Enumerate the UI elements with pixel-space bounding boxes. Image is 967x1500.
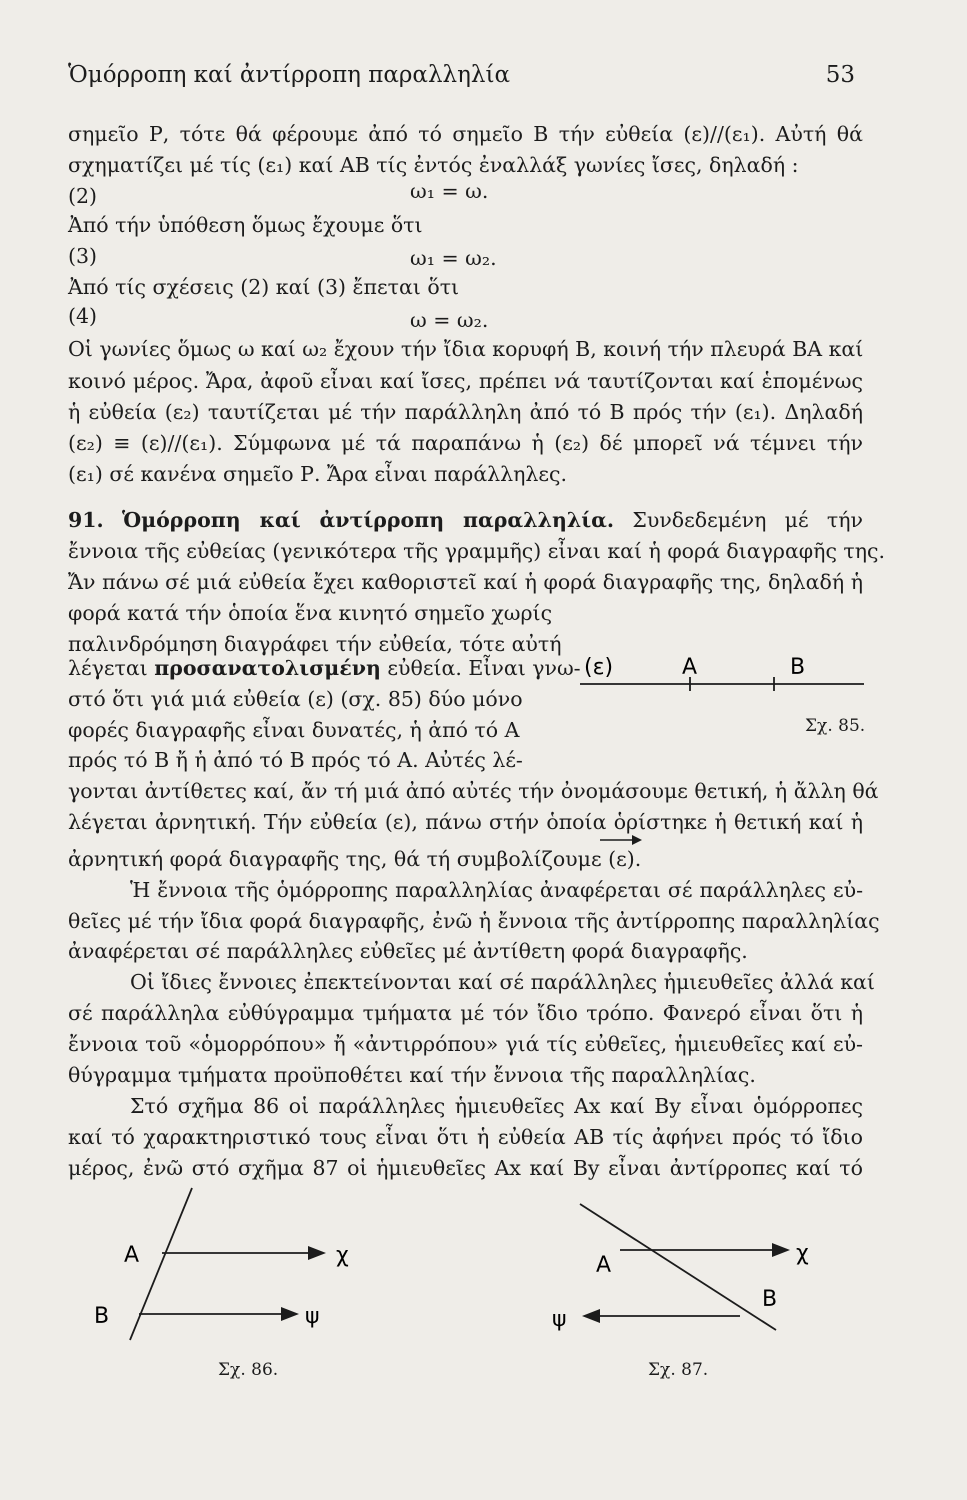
vector-arrow-icon [598,833,644,847]
term-oriented: προσανατολισμένη [154,656,381,680]
running-header [68,62,855,96]
text-line: ἀρνητική φορά διαγραφῆς της, θά τή συμβολίζουμε (ε). [68,847,642,871]
arrow-right-icon [281,1307,299,1321]
arrow-right-icon [308,1246,326,1260]
transversal-ab [130,1188,192,1340]
text-line: θεῖες μέ τήν ἴδια φορά διαγραφῆς, ἐνῶ ἡ ἔννοια τῆς ἀντίρροπης παραλληλίας [68,909,880,933]
label-ray-x: χ [796,1241,809,1266]
section-number: 91. [68,508,104,532]
text-line: καί τό χαρακτηριστικό τους εἶναι ὅτι ἡ εὐθεία ΑΒ τίς ἀφήνει πρός τό ἴδιο [68,1125,863,1149]
text-line: παλινδρόμηση διαγράφει τήν εὐθεία, τότε αὐτή [68,632,562,656]
label-ray-y: ψ [305,1304,320,1329]
section-heading: Ὁμόρροπη καί ἀντίρροπη παραλληλία. [121,508,615,532]
label-point-b: Β [790,655,806,680]
label-point-b: Β [762,1287,778,1312]
label-point-a: Α [682,655,698,680]
text-line: Στό σχῆμα 86 οἱ παράλληλες ἡμιευθεῖες Ax καί By εἶναι ὁμόρροπες [130,1094,863,1118]
text-fragment: εὐθεία. Εἶναι γνω- [380,656,581,680]
text-line: ἀναφέρεται σέ παράλληλες εὐθεῖες μέ ἀντίθετη φορά διαγραφῆς. [68,939,748,963]
arrow-left-icon [582,1309,600,1323]
equation-number: (3) [68,244,98,268]
caption-fig86: Σχ. 86. [218,1360,279,1380]
label-point-a: Α [596,1253,612,1278]
label-point-b: Β [94,1304,110,1329]
text-line: μέρος, ἐνῶ στό σχῆμα 87 οἱ ἡμιευθεῖες Ax καί By εἶναι ἀντίρροπες καί τό [68,1156,863,1180]
text-line: (ε₂) ≡ (ε)//(ε₁). Σύμφωνα μέ τά παραπάνω ἡ (ε₂) δέ μπορεῖ νά τέμνει τήν [68,431,863,455]
equation: ω = ω₂. [410,308,489,332]
caption-fig87: Σχ. 87. [648,1360,709,1380]
text-line: Ἀπό τήν ὑπόθεση ὅμως ἔχουμε ὅτι [68,213,423,237]
text-line [68,656,581,680]
text-line: Ἄν πάνω σέ μιά εὐθεία ἔχει καθοριστεῖ καί ἡ φορά διαγραφῆς της, δηλαδή ἡ [68,570,863,594]
section-heading-line [68,510,863,531]
text-line: Ἀπό τίς σχέσεις (2) καί (3) ἔπεται ὅτι [68,275,460,299]
equation: ω₁ = ω₂. [410,246,497,270]
text-line: φορές διαγραφῆς εἶναι δυνατές, ἡ ἀπό τό Α [68,718,520,742]
text-line: φορά κατά τήν ὁποία ἕνα κινητό σημεῖο χωρίς [68,601,553,625]
label-ray-y: ψ [552,1307,567,1332]
text-line: (ε₁) σέ κανένα σημεῖο Ρ. Ἄρα εἶναι παράλληλες. [68,462,568,486]
equation: ω₁ = ω. [410,179,489,203]
text-line: πρός τό Β ἤ ἡ ἀπό τό Β πρός τό Α. Αὐτές λέ- [68,748,523,772]
text-line: θύγραμμα τμήματα προϋποθέτει καί τήν ἔννοια τῆς παραλληλίας. [68,1063,756,1087]
text-line: Ἡ ἔννοια τῆς ὁμόρροπης παραλληλίας ἀναφέρεται σέ παράλληλες εὐ- [130,878,863,902]
text-line: λέγεται ἀρνητική. Τήν εὐθεία (ε), πάνω στήν ὁποία ὁρίστηκε ἡ θετική καί ἡ [68,810,863,834]
text-line: σχηματίζει μέ τίς (ε₁) καί ΑΒ τίς ἐντός ἐναλλάξ γωνίες ἴσες, δηλαδή : [68,153,799,177]
equation-number: (2) [68,184,98,208]
fig86-diagram [94,1180,430,1350]
text-line: σέ παράλληλα εὐθύγραμμα τμήματα μέ τόν ἴδιο τρόπο. Φανερό εἶναι ὅτι ἡ [68,1001,863,1025]
text-line: γονται ἀντίθετες καί, ἄν τή μιά ἀπό αὐτές τήν ὀνομάσουμε θετική, ἡ ἄλλη θά [68,779,879,803]
arrow-right-icon [772,1243,790,1257]
caption-fig85: Σχ. 85. [805,716,866,736]
text-line: Οἱ γωνίες ὅμως ω καί ω₂ ἔχουν τήν ἴδια κορυφή Β, κοινή τήν πλευρά ΒΑ καί [68,337,864,361]
text-line: ἡ εὐθεία (ε₂) ταυτίζεται μέ τήν παράλληλη ἀπό τό Β πρός τήν (ε₁). Δηλαδή [68,400,863,424]
label-point-a: Α [124,1243,140,1268]
text-line: Οἱ ἴδιες ἔννοιες ἐπεκτείνονται καί σέ παράλληλες ἡμιευθεῖες ἀλλά καί [130,970,875,994]
label-line-e: (ε) [584,655,614,680]
text-line: κοινό μέρος. Ἄρα, ἀφοῦ εἶναι καί ἴσες, πρέπει νά ταυτίζονται καί ἑπομένως [68,369,863,393]
section-text: Συνδεδεμένη μέ τήν [632,508,863,532]
chapter-title: Ὁμόρροπη καί ἀντίρροπη παραλληλία [68,62,511,88]
figure-86 [94,1180,430,1350]
text-line: σημεῖο Ρ, τότε θά φέρουμε ἀπό τό σημεῖο Β τήν εὐθεία (ε)//(ε₁). Αὐτή θά [68,122,863,146]
figure-87 [540,1200,840,1360]
equation-number: (4) [68,304,98,328]
text-fragment: λέγεται [68,656,155,680]
fig87-diagram [540,1200,840,1360]
text-line: ἔννοια τοῦ «ὁμορρόπου» ἤ «ἀντιρρόπου» γιά τίς εὐθεῖες, ἡμιευθεῖες καί εὐ- [68,1032,863,1056]
text-line: ἔννοια τῆς εὐθείας (γενικότερα τῆς γραμμῆς) εἶναι καί ἡ φορά διαγραφῆς της. [68,539,886,563]
page-number: 53 [825,62,855,88]
text-line: στό ὅτι γιά μιά εὐθεία (ε) (σχ. 85) δύο μόνο [68,687,523,711]
label-ray-x: χ [336,1243,349,1268]
